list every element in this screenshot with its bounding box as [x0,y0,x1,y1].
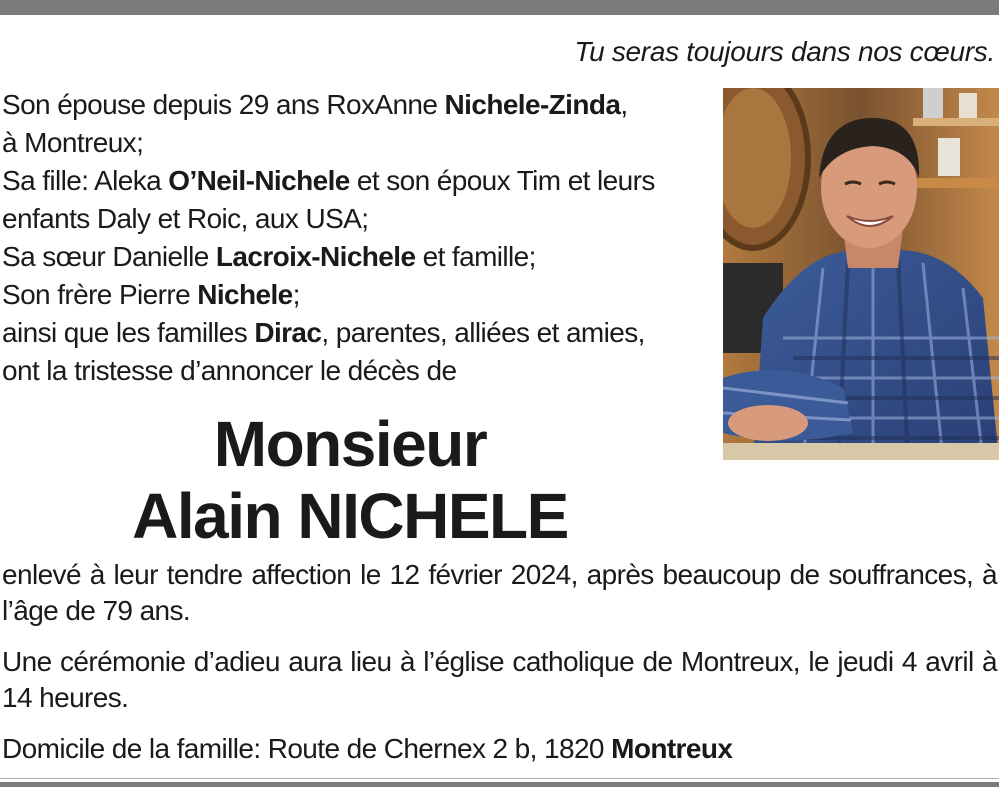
family-text: Son épouse depuis 29 ans RoxAnne [2,89,445,120]
family-name-bold: Dirac [254,317,322,348]
family-line [2,238,717,276]
family-text: Son frère Pierre [2,279,198,310]
bottom-thin-rule [0,778,999,779]
death-notice-paragraph: enlevé à leur tendre affection le 12 février 2024, après beaucoup de souffrances, à l’âge de 79 ans. [2,559,997,626]
family-text: ; [292,279,300,310]
family-line [2,86,717,124]
top-rule [0,0,999,15]
family-text: ont la tristesse d’annoncer le décès de [2,355,457,386]
family-line [2,352,717,390]
family-text: ainsi que les familles [2,317,255,348]
family-text: Sa sœur Danielle [2,241,216,272]
family-text: et son époux Tim et leurs [349,165,655,196]
full-name: Alain NICHELE [132,480,568,552]
portrait-photo [723,88,999,460]
domicile-address: Domicile de la famille: Route de Chernex 2 b, 1820 [2,733,612,764]
family-text: Sa fille: Aleka [2,165,169,196]
honorific: Monsieur [213,408,487,480]
family-name-bold: Nichele [197,279,293,310]
family-name-bold: O’Neil-Nichele [168,165,350,196]
ceremony-paragraph: Une cérémonie d’adieu aura lieu à l’église catholique de Montreux, le jeudi 4 avril à 14 heures. [2,646,997,713]
family-text: à Montreux; [2,127,144,158]
family-line [2,314,717,352]
domicile-paragraph [2,731,997,767]
bottom-rule [0,782,999,787]
family-line [2,124,717,162]
family-line [2,200,717,238]
deceased-name [0,408,700,552]
family-text: et famille; [415,241,536,272]
motto: Tu seras toujours dans nos cœurs. [574,36,995,67]
family-text: enfants Daly et Roic, aux USA; [2,203,369,234]
portrait-illustration [723,88,999,460]
family-text: , [620,89,628,120]
family-announcement [2,86,717,390]
family-line [2,162,717,200]
family-name-bold: Nichele-Zinda [444,89,621,120]
family-name-bold: Lacroix-Nichele [215,241,416,272]
family-line [2,276,717,314]
family-text: , parentes, alliées et amies, [321,317,645,348]
domicile-city: Montreux [611,733,733,764]
